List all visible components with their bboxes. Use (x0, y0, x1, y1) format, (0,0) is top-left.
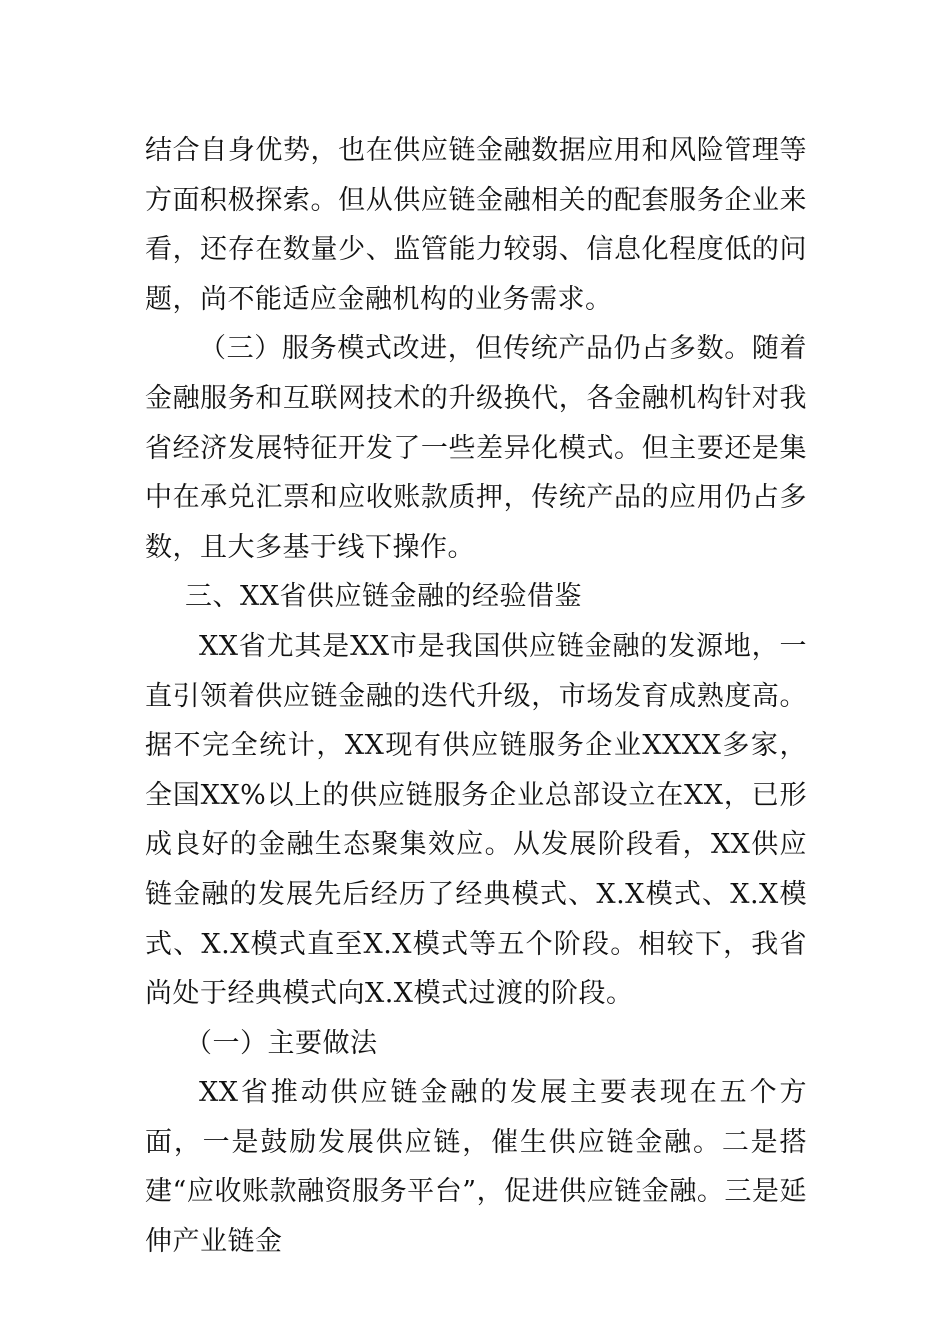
section-heading: 三、XX省供应链金融的经验借鉴 (185, 581, 582, 613)
paragraph-main-practices: XX省推动供应链金融的发展主要表现在五个方面，一是鼓励发展供应链，催生供应链金融。二是搭建“应收账款融资服务平台”，促进供应链金融。三是延伸产业链金 (145, 1077, 807, 1258)
paragraph-experience: XX省尤其是XX市是我国供应链金融的发源地，一直引领着供应链金融的迭代升级，市场发育成熟度高。据不完全统计，XX现有供应链服务企业XXXX多家，全国XX%以上的供应链服务企业总部设立在XX，已形成良好的金融生态聚集效应。从发展阶段看，XX供应链金融的发展先后经历了经典模式、X.X模式、X.X模式、X.X模式直至X.X模式等五个阶段。相较下，我省尚处于经典模式向X.X模式过渡的阶段。 (145, 630, 807, 1010)
paragraph-continuation: 结合自身优势，也在供应链金融数据应用和风险管理等方面积极探索。但从供应链金融相关的配套服务企业来看，还存在数量少、监管能力较弱、信息化程度低的问题，尚不能适应金融机构的业务需求。 (145, 135, 807, 315)
document-body (145, 126, 807, 1267)
subsection-heading: （一）主要做法 (185, 1027, 378, 1059)
paragraph-service-model: （三）服务模式改进，但传统产品仍占多数。随着金融服务和互联网技术的升级换代，各金融机构针对我省经济发展特征开发了一些差异化模式。但主要还是集中在承兑汇票和应收账款质押，传统产品的应用仍占多数，且大多基于线下操作。 (145, 333, 807, 563)
